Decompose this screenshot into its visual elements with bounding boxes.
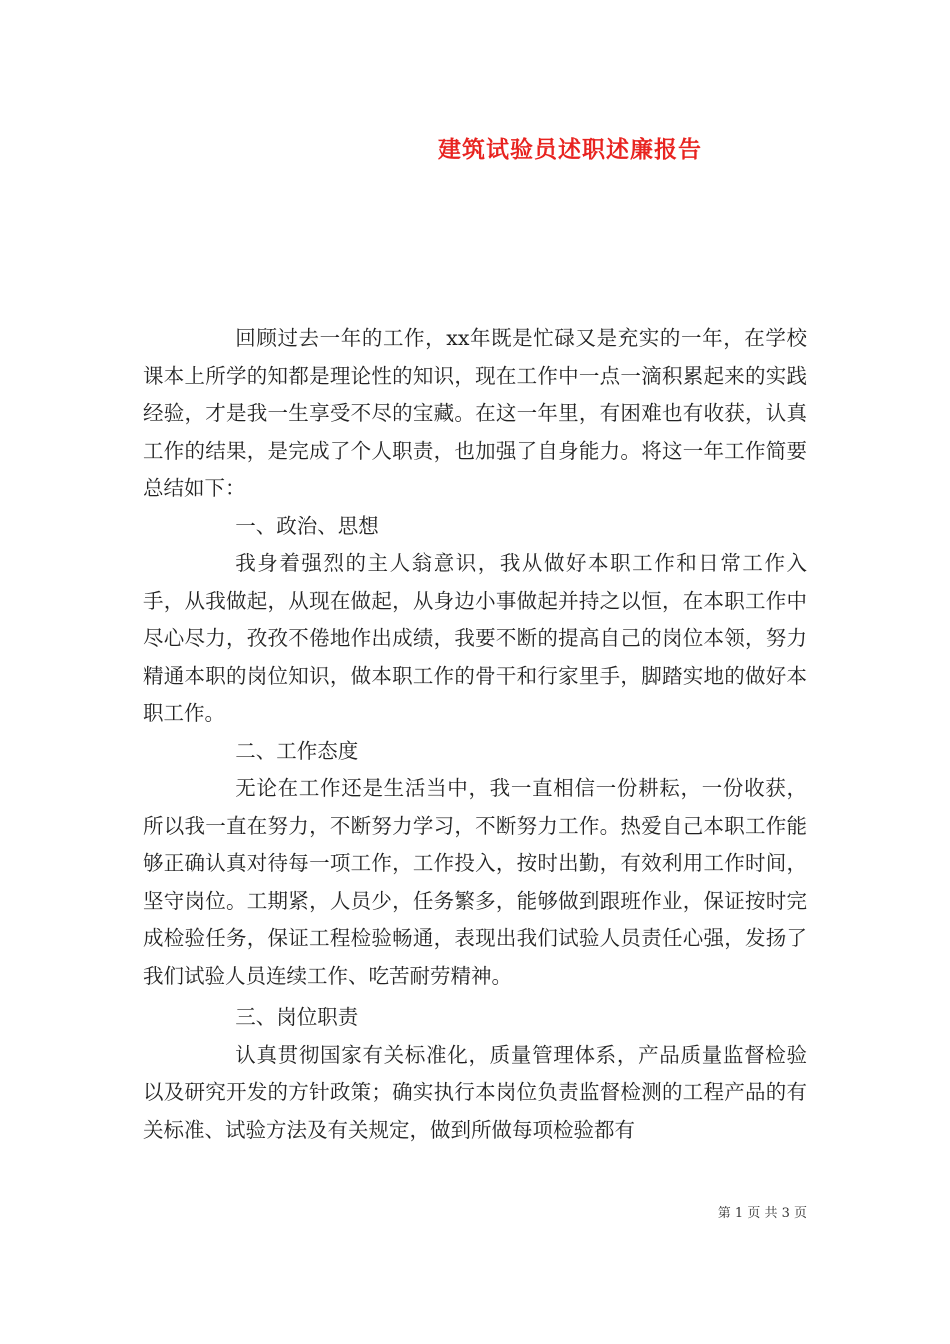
section-paragraph-attitude: 无论在工作还是生活当中，我一直相信一份耕耘，一份收获，所以我一直在努力，不断努力学习，不断努力工作。热爱自己本职工作能够正确认真对待每一项工作，工作投入，按时出勤，有效利用工作时间，坚守岗位。工期紧，人员少，任务繁多，能够做到跟班作业，保证按时完成检验任务，保证工程检验畅通，表现出我们试验人员责任心强，发扬了我们试验人员连续工作、吃苦耐劳精神。 bbox=[143, 776, 807, 988]
document-body bbox=[143, 320, 807, 1149]
section-heading-duties: 三、岗位职责 bbox=[235, 1005, 359, 1029]
document-title: 建筑试验员述职述廉报告 bbox=[438, 136, 702, 163]
section-heading-politics: 一、政治、思想 bbox=[235, 513, 379, 538]
section-paragraph-duties: 认真贯彻国家有关标准化，质量管理体系，产品质量监督检验以及研究开发的方针政策；确实执行本岗位负责监督检测的工程产品的有关标准、试验方法及有关规定，做到所做每项检验都有 bbox=[143, 1042, 807, 1142]
section-heading-attitude: 二、工作态度 bbox=[235, 738, 359, 763]
intro-paragraph: 回顾过去一年的工作，xx年既是忙碌又是充实的一年，在学校课本上所学的知都是理论性的知识，现在工作中一点一滴积累起来的实践经验，才是我一生享受不尽的宝藏。在这一年里，有困难也有收获，认真工作的结果，是完成了个人职责，也加强了自身能力。将这一年工作简要总结如下： bbox=[143, 326, 807, 500]
page-number: 第 1 页 共 3 页 bbox=[717, 1206, 807, 1221]
section-paragraph-politics: 我身着强烈的主人翁意识，我从做好本职工作和日常工作入手，从我做起，从现在做起，从身边小事做起并持之以恒，在本职工作中尽心尽力，孜孜不倦地作出成绩，我要不断的提高自己的岗位本领，努力精通本职的岗位知识，做本职工作的骨干和行家里手，脚踏实地的做好本职工作。 bbox=[143, 551, 807, 725]
